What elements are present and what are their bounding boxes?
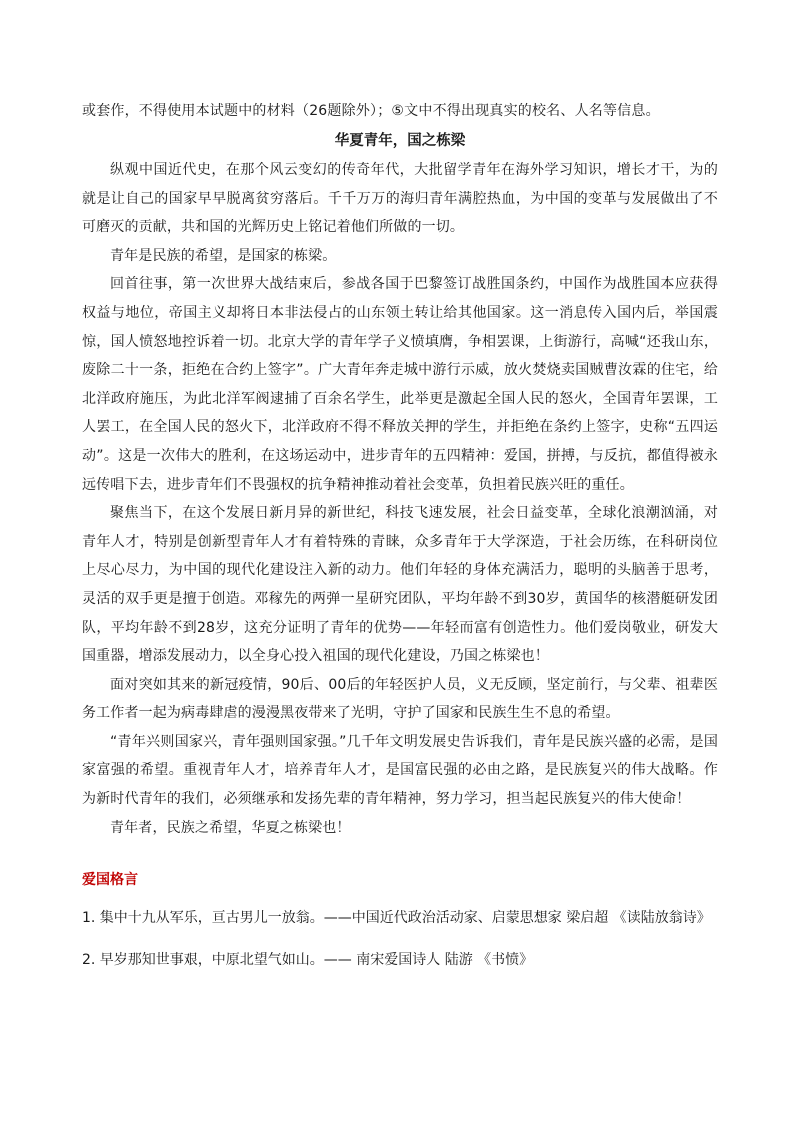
quote-item: 2. 早岁那知世事艰，中原北望气如山。—— 南宋爱国诗人 陆游 《书愤》 — [82, 952, 534, 969]
essay-paragraph: 纵观中国近代史，在那个风云变幻的传奇年代，大批留学青年在海外学习知识，增长才干，为的就是让自己的国家早早脱离贫穷落后。千千万万的海归青年满腔热血，为中国的变革与发展做出了不可磨灭的贡献，共和国的光辉历史上铭记着他们所做的一切。 — [82, 162, 718, 236]
essay-paragraph: 面对突如其来的新冠疫情，90后、00后的年轻医护人员，义无反顾，坚定前行，与父辈、祖辈医务工作者一起为病毒肆虐的漫漫黑夜带来了光明，守护了国家和民族生生不息的希望。 — [82, 676, 718, 722]
quotes-section-title: 爱国格言 — [82, 872, 138, 889]
essay-title: 华夏青年，国之栋梁 — [334, 133, 466, 149]
quote-item: 1. 集中十九从军乐，亘古男儿一放翁。——中国近代政治活动家、启蒙思想家 梁启超 《读陆放翁诗》 — [82, 910, 711, 927]
essay-paragraph: “青年兴则国家兴，青年强则国家强。”几千年文明发展史告诉我们，青年是民族兴盛的必需，是国家富强的希望。重视青年人才，培养青年人才，是国富民强的必由之路，是民族复兴的伟大战略。作为新时代青年的我们，必须继承和发扬先辈的青年精神，努力学习，担当起民族复兴的伟大使命！ — [82, 733, 718, 808]
quotes-list — [82, 908, 718, 970]
essay-paragraph: 聚焦当下，在这个发展日新月异的新世纪，科技飞速发展，社会日益变革，全球化浪潮汹涌，对青年人才，特别是创新型青年人才有着特殊的青睐，众多青年于大学深造，于社会历练，在科研岗位上尽心尽力，为中国的现代化建设注入新的动力。他们年轻的身体充满活力，聪明的头脑善于思考，灵活的双手更是擅于创造。邓稼先的两弹一星研究团队，平均年龄不到30岁，黄国华的核潜艇研发团队，平均年龄不到28岁，这充分证明了青年的优势——年轻而富有创造性力。他们爱岗敬业，研发大国重器，增添发展动力，以全身心投入祖国的现代化建设，乃国之栋梁也！ — [82, 505, 718, 665]
essay-paragraph: 青年是民族的希望，是国家的栋梁。 — [110, 247, 337, 264]
essay-paragraph: 回首往事，第一次世界大战结束后，参战各国于巴黎签订战胜国条约，中国作为战胜国本应获得权益与地位，帝国主义却将日本非法侵占的山东领土转让给其他国家。这一消息传入国内后，举国震惊，国人愤怒地控诉着一切。北京大学的青年学子义愤填膺，争相罢课，上街游行，高喊“还我山东，废除二十一条，拒绝在合约上签字”。广大青年奔走城中游行示威，放火焚烧卖国贼曹汝霖的住宅，给北洋政府施压，为此北洋军阀逮捕了百余名学生，此举更是激起全国人民的怒火，全国青年罢课，工人罢工，在全国人民的怒火下，北洋政府不得不释放关押的学生，并拒绝在条约上签字，史称“五四运动”。这是一次伟大的胜利，在这场运动中，进步青年的五四精神：爱国，拼搏，与反抗，都值得被永远传唱下去，进步青年们不畏强权的抗争精神推动着社会变革，负担着民族兴旺的重任。 — [82, 276, 718, 493]
instruction-continuation: 或套作，不得使用本试题中的材料（26题除外）；⑤文中不得出现真实的校名、人名等信息。 — [82, 103, 660, 119]
essay-paragraph: 青年者，民族之希望，华夏之栋梁也！ — [110, 819, 351, 836]
document-content — [82, 98, 718, 992]
